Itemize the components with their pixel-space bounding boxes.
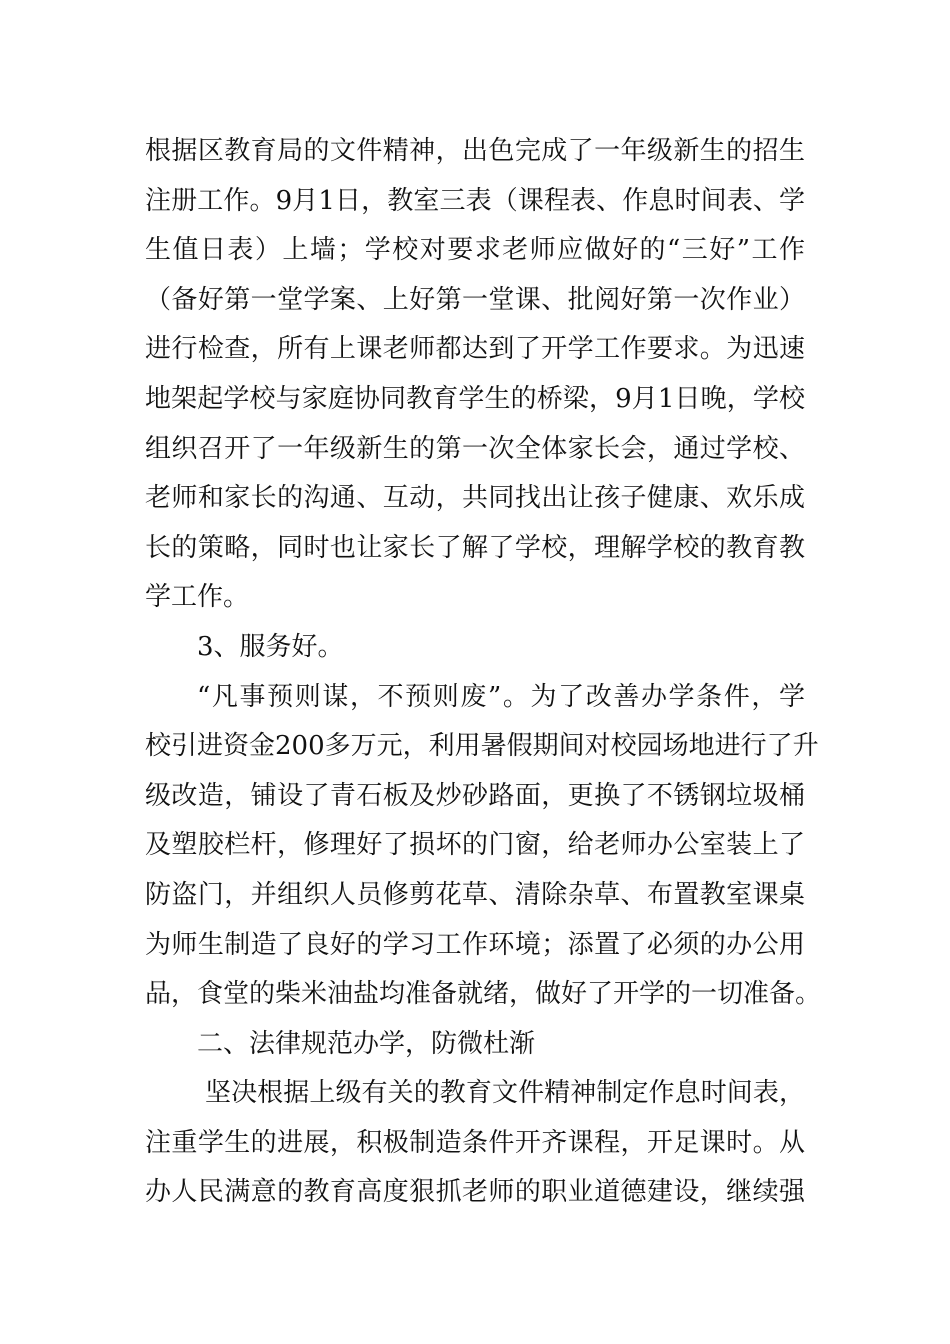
text-line: “凡事预则谋，不预则废”。为了改善办学条件，学 [197, 681, 805, 712]
text-line: 注册工作。9月1日，教室三表（课程表、作息时间表、学 [145, 185, 805, 216]
text-line: （备好第一堂学案、上好第一堂课、批阅好第一次作业） [145, 284, 805, 315]
text-line: 地架起学校与家庭协同教育学生的桥梁，9月1日晚，学校 [145, 383, 805, 414]
text-line: 品，食堂的柴米油盐均准备就绪，做好了开学的一切准备。 [145, 979, 822, 1010]
section-heading: 二、法律规范办学，防微杜渐 [197, 1028, 536, 1059]
text-line: 生值日表）上墙；学校对要求老师应做好的“三好”工作 [145, 235, 805, 266]
document-body [145, 127, 822, 1218]
text-line: 坚决根据上级有关的教育文件精神制定作息时间表， [205, 1078, 805, 1109]
text-line: 进行检查，所有上课老师都达到了开学工作要求。为迅速 [145, 334, 805, 365]
text-line: 级改造，铺设了青石板及炒砂路面，更换了不锈钢垃圾桶 [145, 780, 805, 811]
text-line: 校引进资金200多万元，利用暑假期间对校园场地进行了升 [145, 731, 819, 762]
text-line: 防盗门，并组织人员修剪花草、清除杂草、布置教室课桌 [145, 879, 805, 910]
text-line: 组织召开了一年级新生的第一次全体家长会，通过学校、 [145, 433, 805, 464]
text-line: 注重学生的进展，积极制造条件开齐课程，开足课时。从 [145, 1127, 805, 1158]
text-line: 老师和家长的沟通、互动，共同找出让孩子健康、欢乐成 [145, 483, 805, 514]
text-line: 办人民满意的教育高度狠抓老师的职业道德建设，继续强 [145, 1177, 805, 1208]
text-line: 根据区教育局的文件精神，出色完成了一年级新生的招生 [145, 136, 805, 166]
text-line: 学工作。 [145, 582, 250, 613]
section-heading: 3、服务好。 [197, 631, 344, 662]
text-line: 为师生制造了良好的学习工作环境；添置了必须的办公用 [145, 929, 805, 960]
text-line: 及塑胶栏杆，修理好了损坏的门窗，给老师办公室装上了 [145, 830, 805, 861]
text-line: 长的策略，同时也让家长了解了学校，理解学校的教育教 [145, 532, 805, 563]
